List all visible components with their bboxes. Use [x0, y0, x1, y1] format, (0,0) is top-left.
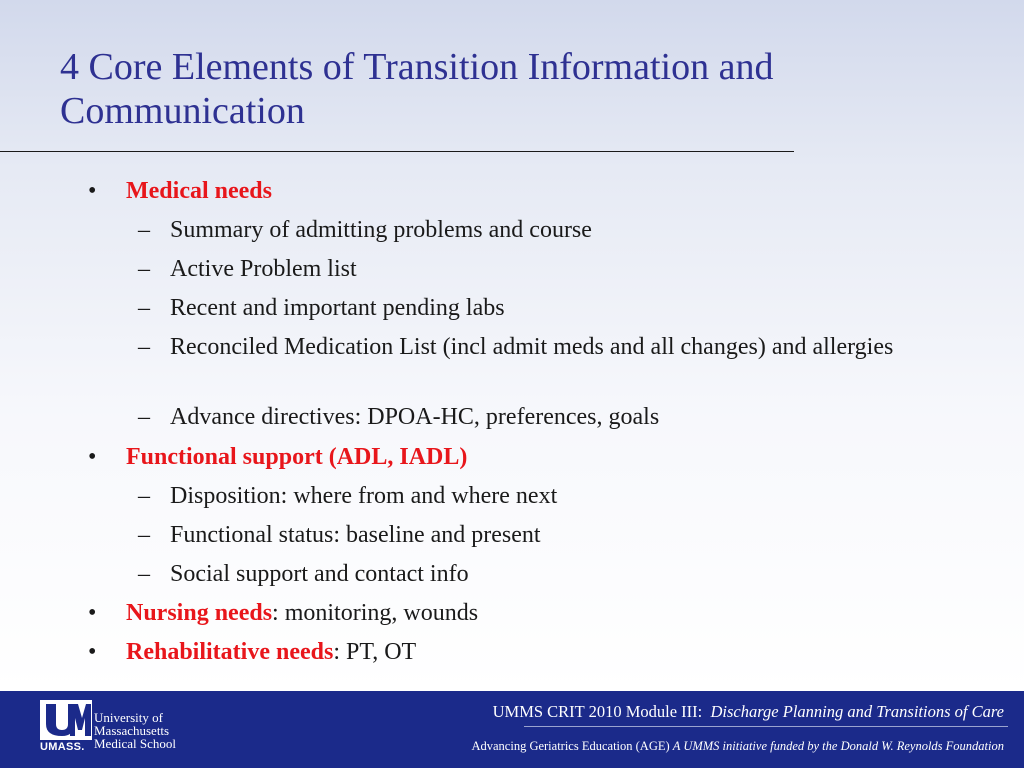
bullet-heading: Nursing needs [126, 600, 273, 626]
bullet-detail: : monitoring, wounds [272, 600, 479, 626]
dash-icon: – [138, 295, 150, 321]
sub-item-text: Reconciled Medication List (incl admit meds and all changes) and allergies [170, 334, 894, 360]
bullet-detail: : PT, OT [333, 639, 417, 665]
dash-icon: – [138, 334, 150, 360]
sub-item [138, 254, 950, 284]
slide-title [60, 45, 940, 133]
course-prefix: UMMS CRIT 2010 Module III: [492, 702, 703, 721]
institution-line: Massachusetts [94, 723, 170, 738]
bullet-icon: • [88, 639, 97, 665]
sub-item [138, 559, 950, 589]
sub-item [138, 215, 950, 245]
sub-item-text: Disposition: where from and where next [170, 483, 558, 509]
sub-item [138, 402, 950, 432]
institution-line: Medical School [94, 736, 176, 751]
bullet-functional-support [88, 442, 468, 472]
institution-name [94, 711, 176, 750]
footer-divider [524, 726, 1008, 727]
bullet-heading: Medical needs [126, 178, 272, 204]
sub-item-text: Social support and contact info [170, 561, 469, 587]
sub-item [138, 520, 950, 550]
age-credit [471, 739, 1004, 754]
age-funding: A UMMS initiative funded by the Donald W. Reynolds Foundation [672, 739, 1004, 753]
dash-icon: – [138, 483, 150, 509]
footer-bar [0, 691, 1024, 768]
bullet-icon: • [88, 178, 97, 204]
sub-item [138, 481, 950, 511]
sub-item-text: Active Problem list [170, 256, 357, 282]
umass-logo-icon [40, 700, 92, 740]
sub-item-text: Summary of admitting problems and course [170, 217, 592, 243]
slide-title-line2: Communication [60, 90, 305, 132]
bullet-heading: Functional support (ADL, IADL) [126, 444, 468, 470]
title-divider [0, 151, 794, 152]
course-title [493, 702, 1004, 722]
slide-title-line1: 4 Core Elements of Transition Information and [60, 46, 774, 88]
bullet-rehabilitative-needs [88, 637, 417, 667]
dash-icon: – [138, 404, 150, 430]
age-prefix: Advancing Geriatrics Education (AGE) [471, 739, 670, 753]
bullet-icon: • [88, 600, 97, 626]
umass-wordmark: UMASS. [40, 741, 85, 753]
institution-line: University of [94, 710, 163, 725]
bullet-heading: Rehabilitative needs [126, 639, 334, 665]
bullet-icon: • [88, 444, 97, 470]
course-module-title: Discharge Planning and Transitions of Care [710, 702, 1004, 721]
sub-item-text: Functional status: baseline and present [170, 522, 541, 548]
dash-icon: – [138, 561, 150, 587]
bullet-nursing-needs [88, 598, 479, 628]
sub-item-text: Advance directives: DPOA-HC, preferences, goals [170, 404, 660, 430]
dash-icon: – [138, 256, 150, 282]
dash-icon: – [138, 522, 150, 548]
bullet-medical-needs [88, 176, 272, 206]
sub-item-text: Recent and important pending labs [170, 295, 505, 321]
sub-item [138, 293, 950, 323]
sub-item [138, 332, 950, 362]
dash-icon: – [138, 217, 150, 243]
